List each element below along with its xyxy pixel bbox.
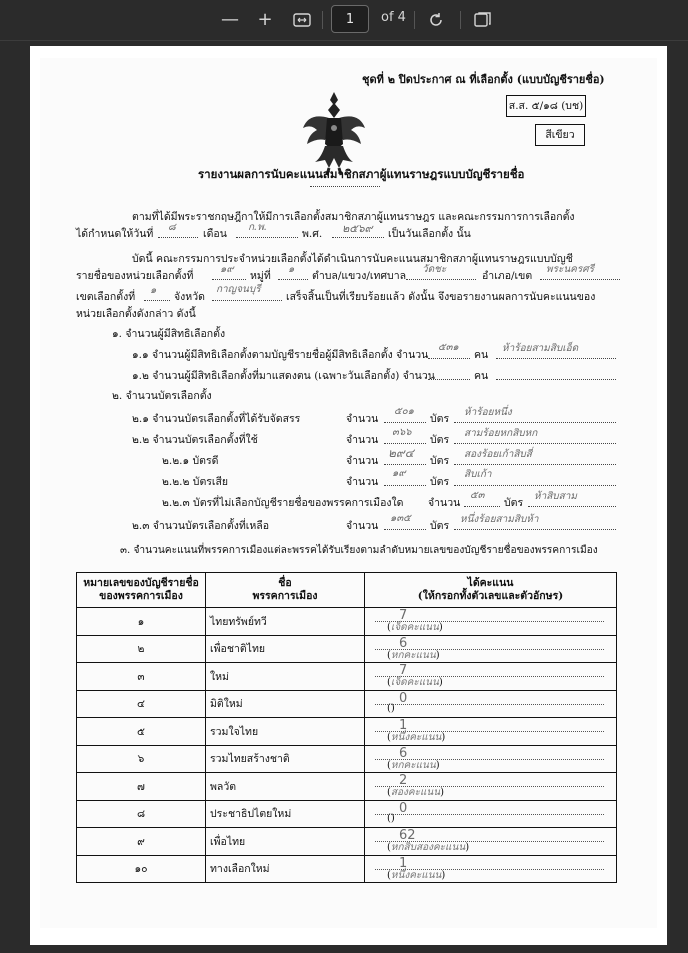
para2-text-b: หมู่ที่	[250, 270, 271, 282]
village-value: ๑	[288, 264, 295, 275]
table-row	[77, 608, 617, 636]
party-name: มิติใหม่	[206, 690, 365, 718]
province-value: กาญจนบุรี	[216, 284, 261, 295]
color-label-box: สีเขียว	[535, 124, 585, 146]
zoom-out-button[interactable]	[220, 8, 240, 32]
remaining-count: ๑๓๕	[390, 513, 411, 524]
used-words: สามร้อยหกสิบหก	[464, 428, 538, 439]
garuda-emblem-icon	[299, 88, 369, 176]
amount-label: จำนวน	[346, 413, 379, 425]
header-score	[365, 573, 617, 608]
table-row	[77, 635, 617, 663]
score-words: (หนึ่งคะแนน)	[387, 732, 446, 744]
allocated-words: ห้าร้อยหนึ่ง	[464, 407, 512, 418]
table-row	[77, 828, 617, 856]
score-cell	[365, 745, 617, 773]
year-value: ๒๕๖๙	[342, 222, 373, 235]
rotate-icon	[427, 11, 445, 29]
party-number: ๖	[77, 745, 206, 773]
para2-text-e: เขตเลือกตั้งที่	[76, 291, 136, 303]
para1-text-d: เป็นวันเลือกตั้ง นั้น	[388, 228, 471, 240]
header-text: ชื่อ	[278, 577, 292, 589]
score-number: 1	[399, 855, 408, 871]
score-number: 6	[399, 635, 408, 651]
para1-text-b: เดือน	[203, 228, 227, 240]
table-row	[77, 690, 617, 718]
score-cell	[365, 800, 617, 828]
party-number: ๗	[77, 773, 206, 801]
bad-count: ๑๙	[392, 468, 406, 479]
used-count: ๓๖๖	[392, 427, 412, 438]
table-row	[77, 718, 617, 746]
score-cell	[365, 718, 617, 746]
score-cell	[365, 773, 617, 801]
section-1-1: ๑.๑ จำนวนผู้มีสิทธิเลือกตั้งตามบัญชีรายชื่อผู้มีสิทธิเลือกตั้ง จำนวน	[132, 349, 429, 361]
score-number: 7	[399, 608, 408, 624]
score-words: (เจ็ดคะแนน)	[387, 622, 443, 634]
unit-person: คน	[474, 370, 489, 382]
turnout-count-field	[428, 367, 470, 380]
para1-text-c: พ.ศ.	[302, 228, 323, 240]
party-number: ๑๐	[77, 855, 206, 883]
para2-text-a: รายชื่อของหน่วยเลือกตั้งที่	[76, 270, 194, 282]
day-value: ๘	[168, 222, 176, 233]
form-code-box: ส.ส. ๕/๑๘ (บช)	[506, 95, 586, 117]
party-number: ๔	[77, 690, 206, 718]
para2-text-c: ตำบล/แขวง/เทศบาล	[312, 270, 407, 282]
good-words: สองร้อยเก้าสิบสี่	[464, 449, 532, 460]
month-value: ก.พ.	[248, 222, 268, 233]
para2-text-d: อำเภอ/เขต	[482, 270, 533, 282]
amount-label: จำนวน	[346, 520, 379, 532]
section-2-title: ๒. จำนวนบัตรเลือกตั้ง	[112, 390, 212, 402]
party-name: ไทยทรัพย์ทวี	[206, 608, 365, 636]
fit-width-icon	[293, 13, 311, 27]
minus-icon: —	[221, 9, 239, 30]
section-2-2-1: ๒.๒.๑ บัตรดี	[162, 455, 219, 467]
header-title: ชุดที่ ๒ ปิดประกาศ ณ ที่เลือกตั้ง (แบบบัญชีรายชื่อ)	[362, 73, 605, 86]
party-number: ๑	[77, 608, 206, 636]
score-number: 6	[399, 745, 408, 761]
section-2-1: ๒.๑ จำนวนบัตรเลือกตั้งที่ได้รับจัดสรร	[132, 413, 301, 425]
amount-label: จำนวน	[346, 476, 379, 488]
score-dotted-line	[375, 704, 604, 705]
party-name: ทางเลือกใหม่	[206, 855, 365, 883]
table-row	[77, 855, 617, 883]
section-1-title: ๑. จำนวนผู้มีสิทธิเลือกตั้ง	[112, 328, 226, 340]
para1-text-a: ได้กำหนดให้วันที่	[76, 228, 154, 240]
party-number: ๓	[77, 663, 206, 691]
eligible-words: ห้าร้อยสามสิบเอ็ด	[502, 343, 579, 354]
noparty-count: ๕๓	[470, 490, 485, 501]
zoom-in-button[interactable]	[255, 8, 275, 32]
party-number: ๘	[77, 800, 206, 828]
rotate-button[interactable]	[425, 8, 447, 32]
amount-label: จำนวน	[428, 497, 461, 509]
score-number: 0	[399, 800, 408, 816]
table-row	[77, 745, 617, 773]
scanned-form	[40, 58, 657, 928]
page-view-button[interactable]	[472, 8, 494, 32]
score-cell	[365, 635, 617, 663]
para2-line4: หน่วยเลือกตั้งดังกล่าว ดังนี้	[76, 308, 196, 320]
amount-label: จำนวน	[346, 434, 379, 446]
table-row	[77, 800, 617, 828]
para1-line1: ตามที่ได้มีพระราชกฤษฎีกาให้มีการเลือกตั้งสมาชิกสภาผู้แทนราษฎร และคณะกรรมการการเลือกตั้ง	[132, 211, 575, 223]
score-dotted-line	[375, 814, 604, 815]
table-header-row	[77, 573, 617, 608]
score-number: 1	[399, 718, 408, 734]
score-cell	[365, 690, 617, 718]
unit-card: บัตร	[504, 497, 524, 509]
page-total-label: of 4	[381, 10, 406, 25]
unit-card: บัตร	[430, 476, 450, 488]
header-text: พรรคการเมือง	[252, 590, 318, 602]
toolbar-divider	[460, 11, 461, 29]
header-party-name	[206, 573, 365, 608]
page-layout-icon	[474, 12, 492, 28]
bad-words: สิบเก้า	[464, 469, 492, 480]
party-name: รวมไทยสร้างชาติ	[206, 745, 365, 773]
score-words: (หกคะแนน)	[387, 649, 440, 661]
pdf-page	[30, 46, 667, 945]
pdf-toolbar	[0, 0, 688, 41]
unit-value: ๑๙	[220, 264, 234, 275]
header-text: หมายเลขของบัญชีรายชื่อ	[83, 577, 199, 589]
score-number: 2	[399, 773, 408, 789]
unit-card: บัตร	[430, 434, 450, 446]
plus-icon: +	[257, 9, 273, 30]
party-score-table	[76, 572, 617, 883]
unit-person: คน	[474, 349, 489, 361]
tambon-value: วัดชะ	[422, 264, 447, 275]
title-underline	[310, 186, 380, 187]
good-count: ๒๙๔	[388, 446, 414, 460]
party-name: เพื่อชาติไทย	[206, 635, 365, 663]
table-row	[77, 773, 617, 801]
party-name: พลวัต	[206, 773, 365, 801]
score-cell	[365, 608, 617, 636]
party-number: ๙	[77, 828, 206, 856]
score-cell	[365, 828, 617, 856]
section-2-2-3: ๒.๒.๓ บัตรที่ไม่เลือกบัญชีรายชื่อของพรรคการเมืองใด	[162, 497, 404, 509]
score-number: 62	[399, 828, 416, 844]
unit-card: บัตร	[430, 455, 450, 467]
header-text: (ให้กรอกทั้งตัวเลขและตัวอักษร)	[417, 590, 564, 602]
para2-text-g: เสร็จสิ้นเป็นที่เรียบร้อยแล้ว ดังนั้น จึงขอรายงานผลการนับคะแนนของ	[286, 291, 596, 303]
para2-line1: บัดนี้ คณะกรรมการประจำหน่วยเลือกตั้งได้ดำเนินการนับคะแนนสมาชิกสภาผู้แทนราษฎรแบบบัญชี	[132, 253, 573, 265]
allocated-count: ๕๐๑	[394, 406, 415, 417]
section-3-title: ๓. จำนวนคะแนนที่พรรคการเมืองแต่ละพรรคได้รับเรียงตามลำดับหมายเลขของบัญชีรายชื่อของพรรคการเมือง	[120, 545, 598, 556]
header-text: ได้คะแนน	[467, 577, 514, 589]
unit-card: บัตร	[430, 413, 450, 425]
report-title: รายงานผลการนับคะแนนสมาชิกสภาผู้แทนราษฎรแบบบัญชีรายชื่อ	[198, 167, 525, 181]
score-words: (หกคะแนน)	[387, 759, 440, 771]
score-words: ()	[387, 812, 395, 824]
section-2-2-2: ๒.๒.๒ บัตรเสีย	[162, 476, 229, 488]
party-number: ๒	[77, 635, 206, 663]
score-number: 0	[399, 690, 408, 706]
section-2-2: ๒.๒ จำนวนบัตรเลือกตั้งที่ใช้	[132, 434, 258, 446]
remaining-words: หนึ่งร้อยสามสิบห้า	[460, 514, 539, 525]
section-1-2: ๑.๒ จำนวนผู้มีสิทธิเลือกตั้งที่มาแสดงตน (เฉพาะวันเลือกตั้ง) จำนวน	[132, 370, 435, 382]
turnout-words-field	[496, 367, 616, 380]
fit-page-button[interactable]	[291, 8, 313, 32]
toolbar-divider	[414, 11, 415, 29]
score-words: (สองคะแนน)	[387, 787, 444, 799]
para2-text-f: จังหวัด	[174, 291, 205, 303]
header-party-number	[77, 573, 206, 608]
score-words: (หกสิบสองคะแนน)	[387, 842, 470, 854]
day-field	[158, 225, 198, 238]
table-row	[77, 663, 617, 691]
party-name: ประชาธิปไตยใหม่	[206, 800, 365, 828]
score-words: (เจ็ดคะแนน)	[387, 677, 443, 689]
amphoe-value: พระนครศรี	[546, 264, 594, 275]
district-field	[144, 288, 170, 301]
district-value: ๑	[150, 285, 157, 296]
score-cell	[365, 855, 617, 883]
party-name: เพื่อไทย	[206, 828, 365, 856]
score-words: (หนึ่งคะแนน)	[387, 869, 446, 881]
page-number-input[interactable]: 1	[331, 5, 369, 33]
amount-label: จำนวน	[346, 455, 379, 467]
party-name: รวมใจไทย	[206, 718, 365, 746]
eligible-count: ๕๓๑	[438, 342, 459, 353]
party-name: ใหม่	[206, 663, 365, 691]
toolbar-divider	[322, 11, 323, 29]
header-text: ของพรรคการเมือง	[99, 590, 183, 602]
unit-card: บัตร	[430, 520, 450, 532]
score-words: ()	[387, 702, 395, 714]
party-number: ๕	[77, 718, 206, 746]
noparty-words: ห้าสิบสาม	[534, 491, 577, 502]
score-cell	[365, 663, 617, 691]
score-number: 7	[399, 663, 408, 679]
section-2-3: ๒.๓ จำนวนบัตรเลือกตั้งที่เหลือ	[132, 520, 270, 532]
